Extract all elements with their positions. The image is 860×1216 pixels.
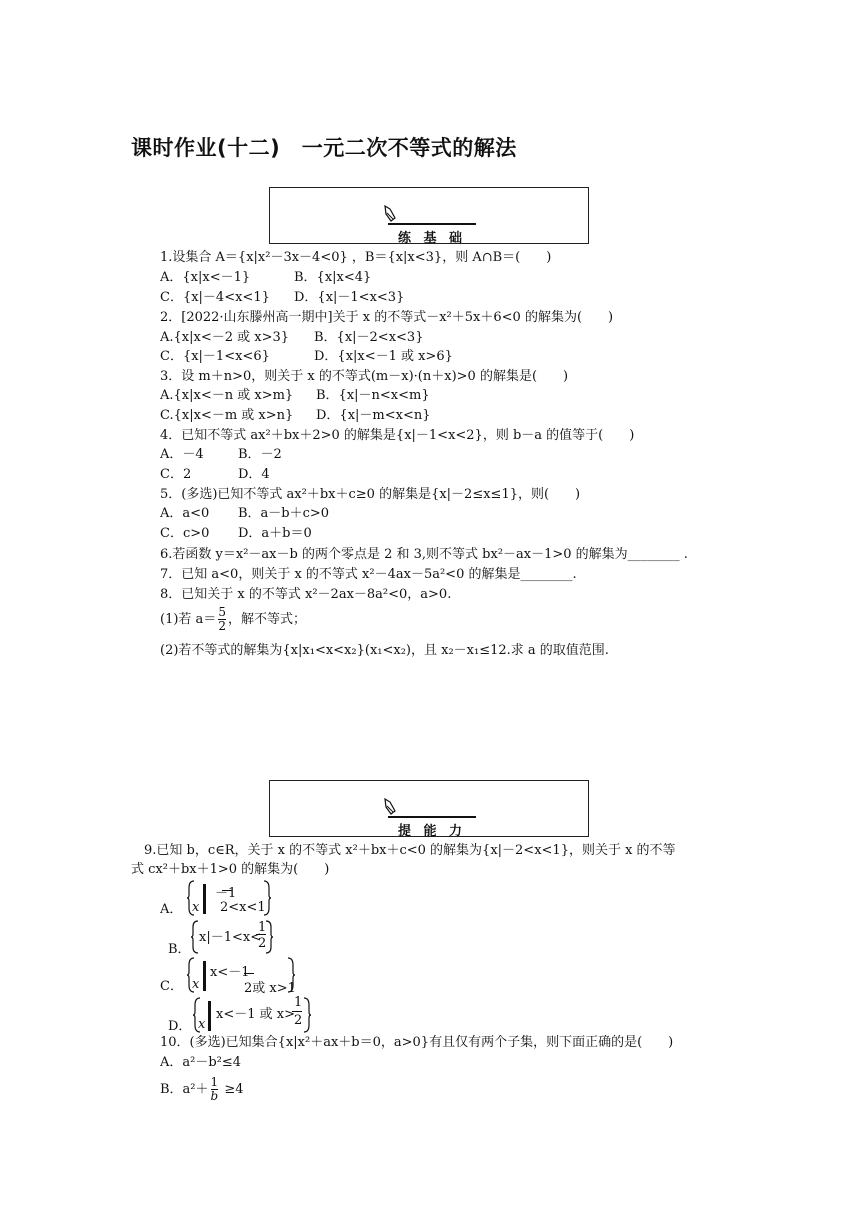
fraction-numerator: 5 — [218, 605, 226, 619]
option-label: A． — [160, 902, 183, 917]
fraction-denominator: b — [210, 1089, 219, 1103]
option-b-suffix: ≥4 — [220, 1082, 244, 1097]
right-brace-icon — [286, 957, 296, 993]
question-9-option-c — [160, 955, 310, 995]
q8-part1-prefix: (1)若 a＝ — [160, 612, 217, 627]
question-3-option-d: D．{x|－m<x<n} — [316, 408, 431, 423]
question-1-option-d: D．{x|－1<x<3} — [294, 290, 405, 305]
option-label: B． — [168, 942, 191, 957]
q8-part1-suffix: ，解不等式； — [227, 612, 306, 627]
question-8-stem: 8．已知关于 x 的不等式 x²－2ax－8a²<0，a>0. — [160, 587, 452, 602]
question-10-option-a: A．a²－b²≤4 — [160, 1055, 242, 1070]
question-2-option-d: D．{x|x<－1 或 x>6} — [314, 349, 453, 364]
set-bar — [203, 961, 206, 991]
question-1-option-a: A．{x|x<－1} — [160, 270, 251, 285]
set-bottom-text: 2或 x>1 — [244, 981, 296, 996]
set-top-text: x<－1 — [210, 965, 250, 980]
question-5-option-c: C．c>0 — [160, 526, 210, 541]
question-3-stem: 3．设 m＋n>0，则关于 x 的不等式(m－x)·(n＋x)>0 的解集是( ) — [160, 369, 569, 384]
question-6: 6.若函数 y＝x²－ax－b 的两个零点是 2 和 3,则不等式 bx²－ax－1>0 的解集为________ . — [160, 547, 688, 562]
fraction-denominator: 2 — [218, 619, 226, 633]
section-label: 练 基 础 — [397, 231, 467, 246]
fraction-numerator: 1 — [294, 995, 303, 1010]
question-1-option-b: B．{x|x<4} — [294, 270, 372, 285]
set-bottom-text: 2<x<1 — [220, 900, 266, 915]
option-b-prefix: B．a²＋ — [160, 1082, 209, 1097]
question-7: 7．已知 a<0，则关于 x 的不等式 x²－4ax－5a²<0 的解集是________. — [160, 567, 577, 582]
question-4-option-a: A．－4 — [160, 447, 204, 462]
question-4-stem: 4．已知不等式 ax²＋bx＋2>0 的解集是{x|－1<x<2}，则 b－a 的值等于( ) — [160, 428, 635, 443]
right-brace-icon — [262, 880, 272, 916]
question-2-option-b: B．{x|－2<x<3} — [314, 330, 424, 345]
set-bar — [203, 884, 206, 914]
set-bar — [208, 1001, 211, 1031]
question-1-stem: 1.设集合 A＝{x|x²－3x－4<0} ，B＝{x|x<3}，则 A∩B＝( ) — [160, 250, 552, 265]
fraction-numerator: 1 — [210, 1075, 219, 1089]
option-label: C． — [160, 979, 183, 994]
set-body: x|－1<x< — [199, 930, 262, 945]
question-9-option-d — [168, 995, 328, 1035]
question-3-option-b: B．{x|－n<x<m} — [316, 388, 430, 403]
fraction-rule — [292, 1011, 302, 1012]
question-4-option-d: D．4 — [238, 467, 270, 482]
fraction-denominator: 2 — [294, 1013, 303, 1028]
question-10-stem: 10．(多选)已知集合{x|x²＋ax＋b＝0，a>0}有且仅有两个子集，则下面正确的是( ) — [160, 1035, 674, 1050]
pen-icon — [383, 205, 397, 223]
q8-fraction — [218, 606, 226, 633]
question-10-option-b — [160, 1076, 244, 1103]
question-9-option-b — [168, 920, 288, 956]
question-4-option-c: C．2 — [160, 467, 192, 482]
question-8-part-1 — [160, 606, 306, 633]
question-9-stem-line2: 式 cx²＋bx＋1>0 的解集为( ) — [131, 862, 330, 877]
fraction-denominator: 2 — [258, 936, 267, 951]
question-5-option-b: B．a－b＋c>0 — [238, 506, 330, 521]
page-title: 课时作业(十二) 一元二次不等式的解法 — [131, 136, 517, 160]
question-2-option-c: C．{x|－1<x<6} — [160, 349, 270, 364]
question-5-option-a: A．a<0 — [160, 506, 210, 521]
question-2-stem: 2．[2022·山东滕州高一期中]关于 x 的不等式－x²＋5x＋6<0 的解集为( ) — [160, 310, 614, 325]
set-variable: x — [192, 977, 200, 992]
option-label: D． — [168, 1019, 192, 1034]
set-top-text: －1 — [215, 886, 237, 901]
section-rule — [388, 223, 476, 225]
question-8-part-2: (2)若不等式的解集为{x|x₁<x<x₂}(x₁<x₂)，且 x₂－x₁≤12.求 a 的取值范围. — [160, 643, 609, 658]
section-label: 提 能 力 — [397, 824, 467, 839]
question-5-stem: 5．(多选)已知不等式 ax²＋bx＋c≥0 的解集是{x|－2≤x≤1}，则( ) — [160, 487, 581, 502]
section-header-basic — [269, 187, 589, 244]
right-brace-icon — [302, 997, 312, 1033]
question-9-option-a — [160, 878, 290, 918]
question-3-option-c: C.{x|x<－m 或 x>n} — [160, 408, 294, 423]
question-4-option-b: B．－2 — [238, 447, 282, 462]
fraction-numerator: 1 — [258, 920, 267, 935]
question-1-option-c: C．{x|－4<x<1} — [160, 290, 270, 305]
question-9-stem-line1: 9.已知 b，c∈R，关于 x 的不等式 x²＋bx＋c<0 的解集为{x|－2<x<1}，则关于 x 的不等 — [144, 843, 676, 858]
set-variable: x — [192, 900, 200, 915]
set-variable: x — [198, 1017, 206, 1032]
section-rule — [388, 816, 476, 818]
section-header-advanced — [269, 780, 589, 837]
question-5-option-d: D．a＋b＝0 — [238, 526, 312, 541]
question-2-option-a: A.{x|x<－2 或 x>3} — [160, 330, 290, 345]
set-top-text: x<－1 或 x> — [216, 1007, 295, 1022]
q10-fraction — [211, 1076, 219, 1103]
pen-icon — [383, 798, 397, 816]
question-3-option-a: A.{x|x<－n 或 x>m} — [160, 388, 294, 403]
fraction-rule — [222, 890, 232, 891]
fraction-rule — [244, 973, 254, 974]
right-brace-icon — [264, 920, 274, 954]
